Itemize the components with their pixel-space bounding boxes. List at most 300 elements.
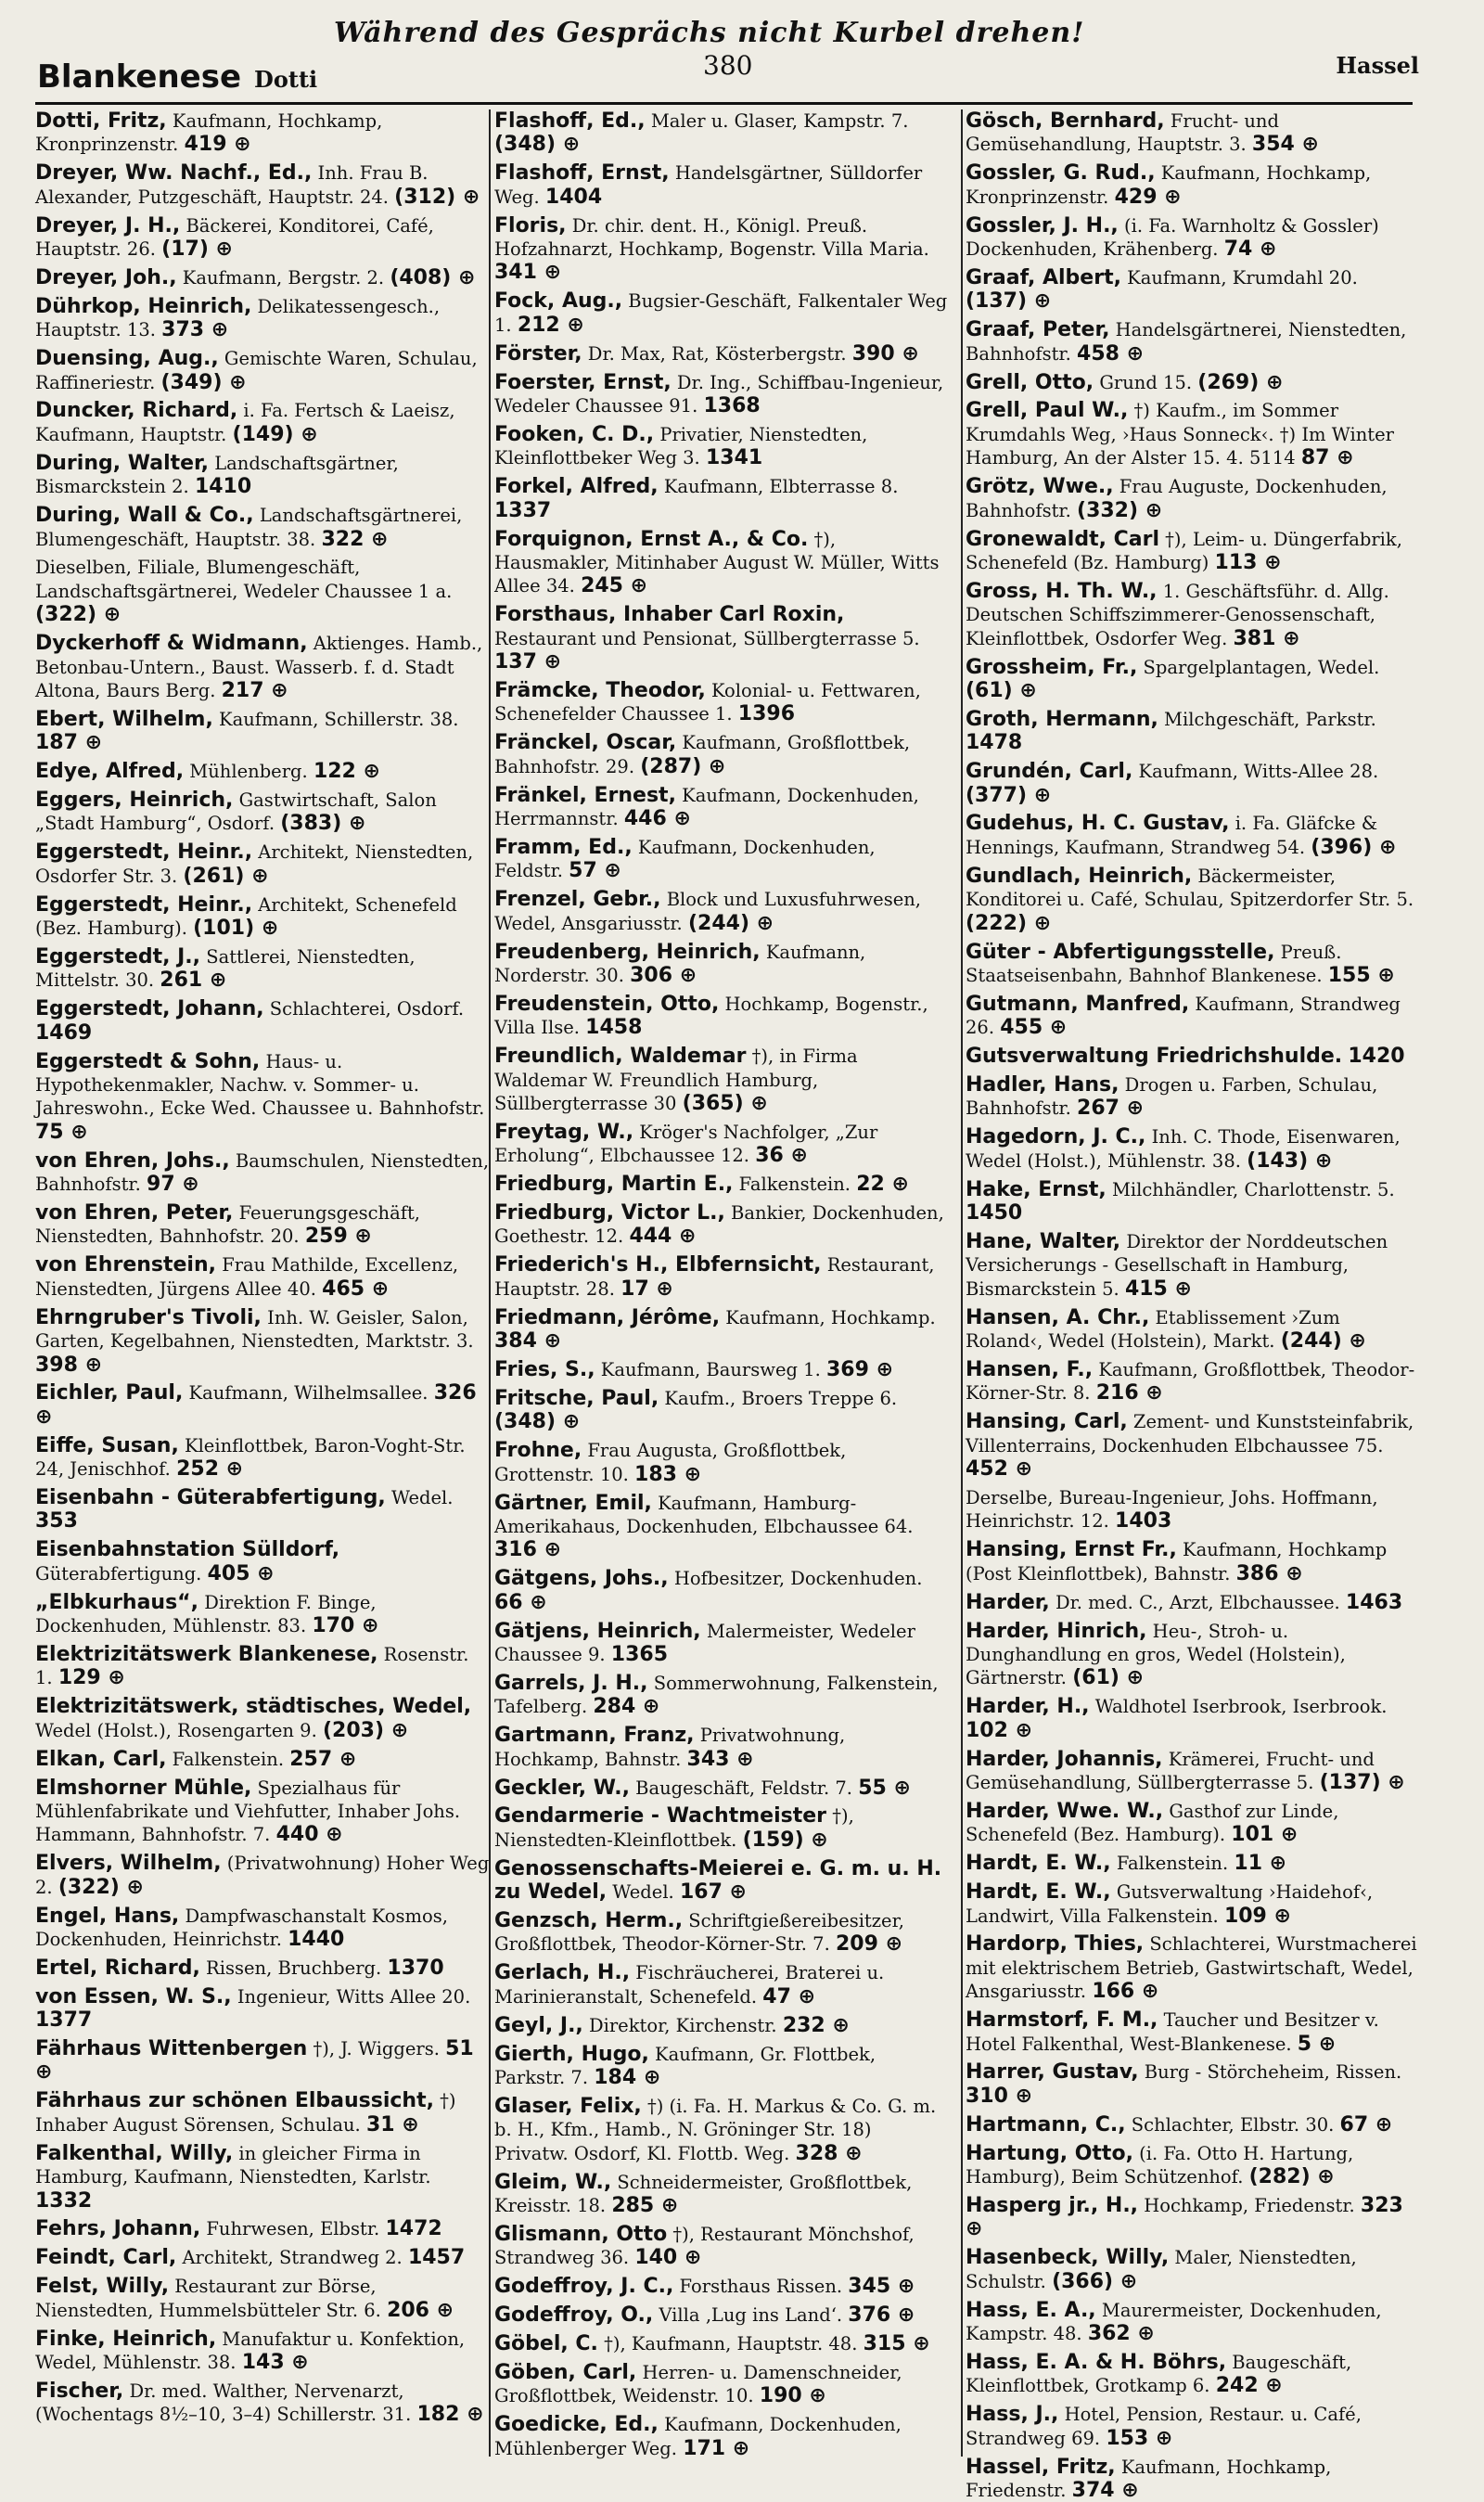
directory-entry [966,109,1420,157]
directory-entry [966,475,1420,522]
entry-name: Eggerstedt, Heinr., [35,840,253,865]
directory-entry [494,109,949,157]
entry-phone-number: (348) ⊕ [494,133,581,157]
entry-phone-number: 1365 [610,1642,668,1666]
entry-details: Kaufmann, Hochkamp, Friedenstr. [966,2456,1332,2501]
entry-phone-number: 209 ⊕ [836,1932,903,1957]
entry-name: Dreyer, Joh., [35,265,177,289]
entry-phone-number: 257 ⊕ [289,1747,357,1771]
header-left-word2: Dotti [254,66,318,93]
entry-details: Kaufmann, Hochkamp (Post Kleinflottbek), Bahnstr. [966,1539,1388,1585]
entry-phone-number: (366) ⊕ [1052,2269,1138,2293]
entry-details: †), J. Wiggers. [307,2038,440,2060]
directory-entry [35,452,490,499]
header-right-catchword: Hassel [1336,52,1419,79]
entry-phone-number: 1420 [1348,1045,1405,1069]
entry-details: Handelsgärtner, Sülldorfer Weg. [494,162,923,208]
entry-name: Gossler, J. H., [966,213,1119,237]
entry-phone-number: 458 ⊕ [1077,341,1145,366]
entry-details: Rissen, Bruchberg. [199,1957,382,1979]
directory-entry [35,2217,490,2240]
entry-phone-number: (269) ⊕ [1197,370,1284,394]
directory-entry [494,342,949,366]
entry-name: Hansing, Ernst Fr., [966,1538,1177,1562]
entry-details: Inh. W. Geisler, Salon, Garten, Kegelbahnen, Nienstedten, Marktstr. 3. [35,1306,474,1353]
directory-entry [966,1045,1420,1068]
directory-entry [35,997,490,1045]
entry-details: Kröger's Nachfolger, „Zur Erholung“, Elbchaussee 12. [494,1121,878,1167]
entry-name: Hane, Walter, [966,1229,1121,1253]
entry-details: †), Leim- u. Düngerfabrik, Schenefeld (Bz. Hamburg) [966,528,1402,573]
entry-name: von Ehren, Johs., [35,1148,230,1173]
entry-name: Dührkop, Heinrich, [35,294,252,318]
entry-phone-number: 465 ⊕ [322,1277,390,1301]
entry-name: Gronewaldt, Carl [966,527,1159,551]
directory-entry [966,214,1420,262]
entry-name: Harder, H., [966,1695,1090,1719]
entry-details: Kaufmann, Bergstr. 2. [176,266,385,289]
directory-entry [35,1538,490,1585]
entry-details: Sattlerei, Nienstedten, Mittelstr. 30. [35,946,416,992]
directory-entry [966,2456,1420,2502]
column-3 [966,109,1420,2502]
entry-phone-number: 155 ⊕ [1327,963,1395,987]
entry-name: Harder, Johannis, [966,1747,1163,1771]
entry-phone-number: (203) ⊕ [323,1718,409,1742]
directory-entry [494,2223,949,2270]
entry-phone-number: 216 ⊕ [1095,1381,1163,1405]
entry-name: Eichler, Paul, [35,1381,184,1405]
entry-phone-number: (61) ⊕ [1072,1666,1145,1690]
entry-phone-number: (332) ⊕ [1077,498,1163,522]
entry-name: Fränckel, Oscar, [494,731,677,755]
entry-details: Landschaftsgärtnerei, Blumengeschäft, Hauptstr. 38. [35,505,463,550]
entry-phone-number: 11 ⊕ [1234,1852,1287,1876]
entry-details: Sommerwohnung, Falkenstein, Tafelberg. [494,1672,939,1718]
entry-name: Garrels, J. H., [494,1671,648,1695]
directory-entry [35,2380,490,2427]
entry-details: Schlachter, Elbstr. 30. [1125,2113,1335,2136]
directory-entry [966,1852,1420,1875]
entry-details: (Privatwohnung) Hoher Weg 2. [35,1853,490,1898]
header-rule [35,102,1413,105]
directory-entry [966,2113,1420,2136]
entry-name: Hardorp, Thies, [966,1932,1145,1957]
entry-name: Duensing, Aug., [35,347,219,371]
entry-details: Wedel (Holst.), Rosengarten 9. [35,1719,317,1741]
entry-details: Heu-, Stroh- u. Dunghandlung en gros, Wedel (Holstein), Gärtnerstr. [966,1620,1346,1689]
entry-phone-number: (287) ⊕ [640,754,726,778]
directory-entry [35,945,490,993]
directory-entry [966,2142,1420,2189]
directory-entry [966,580,1420,650]
directory-entry [966,2299,1420,2346]
page-header [28,7,1456,100]
entry-details: Maler u. Glaser, Kampstr. 7. [645,110,909,132]
entry-details: Ingenieur, Witts Allee 20. [231,1985,471,2008]
entry-name: Harrer, Gustav, [966,2060,1139,2085]
entry-name: Hardt, E. W., [966,1880,1111,1905]
entry-details: Kolonial- u. Fettwaren, Schenefelder Chaussee 1. [494,679,921,725]
entry-phone-number: (322) ⊕ [35,603,122,627]
entry-details: Bäckerei, Konditorei, Café, Hauptstr. 26. [35,214,434,261]
directory-entry [35,399,490,446]
entry-phone-number: 245 ⊕ [581,574,648,598]
directory-entry [494,214,949,285]
entry-details: Frau Mathilde, Excellenz, Nienstedten, Jürgens Allee 40. [35,1254,459,1300]
entry-name: Flashoff, Ed., [494,109,646,133]
entry-details: Kaufmann, Strandweg 26. [966,993,1401,1039]
directory-entry [494,289,949,337]
entry-name: Grundén, Carl, [966,760,1133,784]
directory-entry [35,760,490,783]
entry-name: Duncker, Richard, [35,399,238,423]
entry-details: Malermeister, Wedeler Chaussee 9. [494,1620,915,1665]
entry-phone-number: 390 ⊕ [851,341,919,366]
entry-details: Kaufmann, Großflottbek, Bahnhofstr. 29. [494,732,911,777]
entry-phone-number: 310 ⊕ [966,2084,1033,2108]
entry-name: Floris, [494,213,567,237]
entry-name: Geyl, J., [494,2013,583,2037]
entry-phone-number: (137) ⊕ [1319,1771,1405,1794]
entry-phone-number: 384 ⊕ [494,1329,562,1354]
entry-name: Hass, E. A. & H. Böhrs, [966,2350,1227,2374]
entry-details: Aktienges. Hamb., Betonbau-Untern., Baust. Wasserb. f. d. Stadt Altona, Baurs Berg. [35,633,483,701]
directory-entry [494,1201,949,1249]
entry-phone-number: (349) ⊕ [160,370,247,394]
entry-details: Falkenstein. [733,1174,851,1196]
directory-entry [494,1567,949,1614]
entry-details: Architekt, Strandweg 2. [176,2247,403,2269]
entry-name: Eggerstedt, Heinr., [35,892,253,917]
entry-details: Wedel. [607,1881,674,1904]
entry-phone-number: 1332 [35,2188,93,2213]
entry-phone-number: 306 ⊕ [630,963,697,987]
directory-entry [35,708,490,755]
entry-phone-number: 167 ⊕ [679,1880,747,1905]
entry-details: (i. Fa. Warnholtz & Gossler) Dockenhuden, Krähenberg. [966,214,1379,261]
entry-details: †), Restaurant Mönchshof, Strandweg 36. [494,2223,915,2269]
entry-details: Kaufmann, Hochkamp. [720,1306,936,1328]
entry-phone-number: 374 ⊕ [1071,2478,1139,2502]
entry-phone-number: 429 ⊕ [1114,185,1182,209]
entry-details: Maurermeister, Dockenhuden, Kampstr. 48. [966,2299,1382,2345]
entry-phone-number: 259 ⊕ [304,1225,372,1249]
entry-name: Förster, [494,341,582,366]
directory-entry [35,109,490,157]
entry-name: Elkan, Carl, [35,1747,167,1771]
entry-details: Kaufmann, Krumdahl 20. [1120,266,1358,289]
entry-details: Kaufmann, Gr. Flottbek, Parkstr. 7. [494,2043,876,2088]
entry-details: Manufaktur u. Konfektion, Wedel, Mühlenstr. 38. [35,2328,466,2373]
directory-entry [35,1381,490,1429]
directory-entry [35,1985,490,2033]
directory-entry [966,161,1420,209]
entry-phone-number: (312) ⊕ [394,185,480,209]
entry-phone-number: 182 ⊕ [416,2403,484,2427]
entry-name: Hartung, Otto, [966,2141,1133,2165]
directory-entry [35,1643,490,1690]
entry-name: Hagedorn, J. C., [966,1125,1146,1149]
column-divider-1 [489,109,491,2457]
entry-name: Eggerstedt, J., [35,945,201,969]
entry-name: Hadler, Hans, [966,1073,1119,1097]
entry-phone-number: 322 ⊕ [321,527,389,551]
entry-name: Frenzel, Gebr., [494,888,661,912]
entry-phone-number: 362 ⊕ [1087,2322,1155,2346]
entry-phone-number: 5 ⊕ [1297,2032,1337,2056]
entry-name: Fährhaus Wittenbergen [35,2037,308,2061]
entry-phone-number: (143) ⊕ [1247,1148,1333,1173]
entry-name: Eggerstedt, Johann, [35,997,264,1021]
entry-name: During, Wall & Co., [35,504,254,528]
entry-phone-number: 102 ⊕ [966,1718,1033,1742]
directory-entry [35,1486,490,1533]
directory-entry [494,784,949,831]
directory-entry [966,760,1420,807]
entry-name: „Elbkurhaus“, [35,1590,198,1614]
entry-phone-number: 267 ⊕ [1077,1097,1145,1121]
entry-phone-number: 345 ⊕ [848,2275,915,2299]
entry-phone-number: (101) ⊕ [193,917,279,941]
entry-name: Elmshorner Mühle, [35,1776,252,1800]
entry-phone-number: 75 ⊕ [35,1120,88,1144]
directory-entry [35,1852,490,1899]
entry-name: Friedmann, Jérôme, [494,1305,721,1329]
directory-entry [35,1748,490,1771]
entry-phone-number: 190 ⊕ [759,2384,826,2408]
entry-phone-number: 315 ⊕ [863,2332,930,2356]
entry-details: Schneidermeister, Großflottbek, Kreisstr. 18. [494,2171,913,2216]
entry-name: Hasenbeck, Willy, [966,2246,1170,2270]
entry-details: Schriftgießereibesitzer, Großflottbek, Theodor-Körner-Str. 7. [494,1910,904,1956]
directory-entry [494,2014,949,2037]
entry-phone-number: 261 ⊕ [160,969,227,993]
entry-name: Gartmann, Franz, [494,1724,695,1748]
entry-name: Harmstorf, F. M., [966,2008,1158,2033]
entry-phone-number: 1377 [35,2008,93,2033]
entry-phone-number: 1478 [966,731,1023,755]
entry-details: Dr. med. C., Arzt, Elbchaussee. [1049,1591,1340,1613]
entry-name: Fehrs, Johann, [35,2217,201,2241]
entry-details: Derselbe, Bureau-Ingenieur, Johs. Hoffmann, Heinrichstr. 12. [966,1487,1378,1533]
entry-name: Fränkel, Ernest, [494,783,676,807]
entry-details: †), Nienstedten-Kleinflottbek. [494,1805,854,1851]
entry-name: Fock, Aug., [494,289,623,314]
entry-details: Restaurant zur Börse, Nienstedten, Hummelsbütteler Str. 6. [35,2276,381,2321]
entry-name: Güter - Abfertigungsstelle, [966,940,1275,964]
entry-name: Freudenberg, Heinrich, [494,940,761,964]
entry-phone-number: 1450 [966,1201,1023,1225]
entry-details: Maler, Nienstedten, Schulstr. [966,2247,1357,2292]
entry-details: Milchhändler, Charlottenstr. 5. [1106,1178,1395,1200]
entry-name: Felst, Willy, [35,2275,170,2299]
entry-details: Gutsverwaltung ›Haidehof‹, Landwirt, Villa Falkenstein. [966,1881,1374,1927]
entry-phone-number: 285 ⊕ [611,2194,679,2217]
entry-name: Eiffe, Susan, [35,1433,179,1457]
entry-phone-number: 55 ⊕ [858,1776,911,1800]
directory-entry [494,1909,949,1957]
entry-details: Frau Auguste, Dockenhuden, Bahnhofstr. [966,476,1388,521]
entry-phone-number: (408) ⊕ [390,265,476,289]
directory-entry [494,161,949,209]
directory-entry [966,1695,1420,1742]
directory-entry [966,1306,1420,1354]
entry-phone-number: 1457 [407,2246,466,2270]
entry-details: Delikatessengesch., Hauptstr. 13. [35,295,441,341]
entry-details: Wedel. [385,1487,454,1509]
entry-phone-number: 323 ⊕ [966,2194,1403,2241]
entry-name: Finke, Heinrich, [35,2327,217,2351]
entry-details: i. Fa. Fertsch & Laeisz, Kaufmann, Hauptstr. [35,400,455,445]
entry-phone-number: 1403 [1115,1509,1172,1533]
entry-details: Hofbesitzer, Dockenhuden. [668,1568,923,1590]
directory-entry [494,1777,949,1800]
entry-details: Direktor, Kirchenstr. [582,2014,777,2036]
entry-name: Friederich's H., Elbfernsicht, [494,1253,822,1277]
directory-entry [966,1125,1420,1173]
entry-name: Freytag, W., [494,1120,634,1144]
directory-entry [35,266,490,289]
directory-entry [966,708,1420,755]
entry-details: Kaufmann, Wilhelmsallee. [183,1382,429,1405]
entry-name: Frohne, [494,1439,582,1463]
entry-details: Kaufmann, Dockenhuden, Mühlenberger Weg. [494,2414,902,2459]
entry-phone-number: 252 ⊕ [176,1457,244,1482]
entry-details: †), Hausmakler, Mitinhaber August W. Müller, Witts Allee 34. [494,528,940,597]
entry-phone-number: 354 ⊕ [1251,133,1319,157]
entry-phone-number: 328 ⊕ [795,2141,863,2165]
entry-name: Glaser, Felix, [494,2094,642,2118]
entry-phone-number: 316 ⊕ [494,1538,562,1562]
entry-name: Falkenthal, Willy, [35,2141,234,2165]
entry-phone-number: (396) ⊕ [1311,835,1397,859]
entry-name: Fritsche, Paul, [494,1386,659,1410]
entry-details: Kaufmann, Schillerstr. 38. [212,708,459,730]
entry-details: Hochkamp, Bogenstr., Villa Ilse. [494,993,928,1039]
entry-details: Architekt, Nienstedten, Osdorfer Str. 3. [35,841,474,887]
entry-details: Forsthaus Rissen. [673,2276,843,2298]
entry-name: Harder, Wwe. W., [966,1799,1164,1823]
entry-name: Gierth, Hugo, [494,2042,649,2066]
directory-entry [35,1591,490,1638]
directory-entry [966,1073,1420,1121]
entry-phone-number: 1440 [288,1927,345,1951]
entry-phone-number: 446 ⊕ [623,806,691,830]
entry-name: Gärtner, Emil, [494,1491,652,1515]
entry-details: Inh. Frau B. Alexander, Putzgeschäft, Hauptstr. 24. [35,162,429,208]
entry-name: Hass, E. A., [966,2298,1096,2322]
entry-details: Etablissement ›Zum Roland‹, Wedel (Holstein), Markt. [966,1306,1340,1353]
entry-details: Bankier, Dockenhuden, Goethestr. 12. [494,1202,944,1248]
entry-details: Kaufm., Broers Treppe 6. [659,1387,898,1409]
entry-details: Gemischte Waren, Schulau, Raffineriestr. [35,348,478,393]
entry-details: Frucht- und Gemüsehandlung, Hauptstr. 3. [966,110,1279,156]
entry-name: Edye, Alfred, [35,760,185,784]
entry-details: Kaufmann, Hochkamp, Kronprinzenstr. [35,110,383,156]
entry-phone-number: 17 ⊕ [620,1277,673,1301]
directory-entry [494,1121,949,1168]
entry-name: Hansen, F., [966,1358,1094,1381]
entry-phone-number: 170 ⊕ [312,1614,379,1638]
entry-name: Eggers, Heinrich, [35,789,234,813]
entry-details: †) Kaufm., im Sommer Krumdahls Weg, ›Haus Sonneck‹. †) Im Winter Hamburg, An der Alster 15. 4. 5114 [966,400,1394,469]
directory-entry [966,1591,1420,1614]
entry-name: Göben, Carl, [494,2360,637,2384]
entry-details: Landschaftsgärtner, Bismarckstein 2. [35,452,399,498]
entry-details: in gleicher Firma in Hamburg, Kaufmann, Nienstedten, Karlstr. [35,2142,431,2188]
entry-details: Falkenstein. [1110,1853,1229,1875]
entry-name: von Ehren, Peter, [35,1201,234,1225]
entry-details: Dr. Ing., Schiffbau-Ingenieur, Wedeler Chaussee 91. [494,371,944,417]
entry-details: Rosenstr. 1. [35,1643,469,1689]
entry-name: Freundlich, Waldemar [494,1045,747,1069]
entry-details: Kaufmann, Dockenhuden, Feldstr. [494,836,876,882]
entry-name: Hass, J., [966,2403,1059,2427]
entry-phone-number: 1368 [703,393,761,417]
entry-name: Godeffroy, J. C., [494,2275,674,2299]
directory-entry [35,2037,490,2085]
entry-phone-number: 171 ⊕ [683,2436,750,2460]
directory-entry [966,2403,1420,2450]
column-divider-2 [961,109,963,2457]
entry-name: Harder, Hinrich, [966,1619,1147,1643]
directory-entry [35,214,490,262]
directory-entry [494,941,949,988]
page-number: 380 [703,50,753,81]
directory-entry [35,1201,490,1249]
directory-entry [35,2246,490,2269]
entry-name: Fischer, [35,2379,124,2403]
directory-entry [494,1857,949,1905]
entry-phone-number: (17) ⊕ [161,237,233,262]
entry-details: Dampfwaschanstalt Kosmos, Dockenhuden, Heinrichstr. [35,1905,448,1950]
entry-name: Eisenbahn - Güterabfertigung, [35,1486,386,1510]
directory-entry [494,1387,949,1434]
directory-entry [966,812,1420,859]
entry-name: Engel, Hans, [35,1904,180,1928]
entry-details: Spargelplantagen, Wedel. [1137,656,1380,678]
entry-phone-number: 153 ⊕ [1106,2426,1173,2450]
directory-entry [966,1230,1420,1301]
entry-details: Block und Luxusfuhrwesen, Wedel, Ansgariusstr. [494,889,922,934]
header-left-catchwords [37,58,317,96]
directory-entry [494,1492,949,1562]
directory-entry [966,993,1420,1040]
entry-phone-number: 143 ⊕ [241,2350,309,2374]
entry-name: Grossheim, Fr., [966,655,1138,679]
directory-entry [35,2328,490,2375]
directory-entry [35,1050,490,1145]
directory-entry [966,1800,1420,1847]
entry-phone-number: 341 ⊕ [494,261,562,285]
directory-entry [966,2008,1420,2056]
entry-name: Geckler, W., [494,1776,630,1800]
entry-name: Hansen, A. Chr., [966,1305,1150,1329]
entry-details: †), in Firma Waldemar W. Freundlich Hamburg, Süllbergterrasse 30 [494,1046,858,1114]
entry-details: Kaufmann, Baursweg 1. [595,1359,821,1380]
entry-details: Privatwohnung, Hochkamp, Bahnstr. [494,1725,846,1770]
directory-entry [494,993,949,1040]
entry-phone-number: 369 ⊕ [825,1358,893,1381]
entry-details: Gastwirtschaft, Salon „Stadt Hamburg“, Osdorf. [35,789,437,835]
entry-details: Herren- u. Damenschneider, Großflottbek, Weidenstr. 10. [494,2361,902,2407]
directory-entry [966,1358,1420,1405]
entry-phone-number: 284 ⊕ [593,1695,660,1719]
directory-entry [966,1410,1420,1481]
directory-entry [35,556,490,626]
entry-details: Dieselben, Filiale, Blumengeschäft, Landschaftsgärtnerei, Wedeler Chaussee 1 a. [35,557,453,602]
